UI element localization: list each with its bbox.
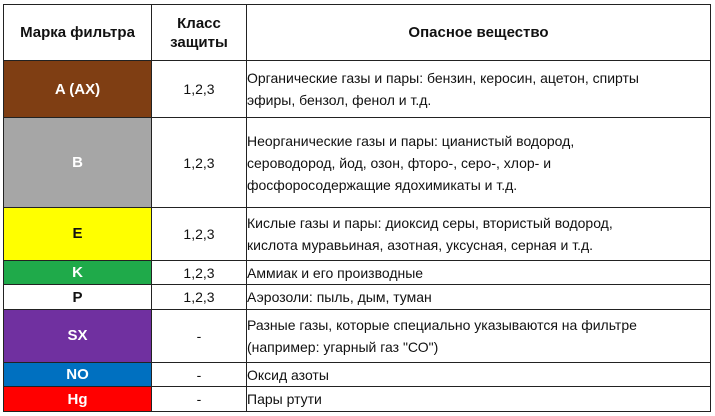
substance-text-line: (например: угарный газ "СО")	[247, 338, 439, 355]
hazardous-substance-cell	[247, 309, 711, 362]
protection-class-cell: 1,2,3	[152, 118, 247, 207]
substance-text-line: сероводород, йод, озон, фторо-, серо-, хлор- и	[247, 154, 552, 171]
substance-text-line: Неорганические газы и пары: цианистый водород,	[247, 132, 575, 149]
filter-marking-table	[3, 4, 711, 412]
header-protection-class-line1: Класс	[177, 14, 221, 32]
filter-mark-cell: P	[4, 285, 152, 309]
table-row	[4, 363, 711, 387]
hazardous-substance-cell	[247, 207, 711, 260]
hazardous-substance-cell	[247, 61, 711, 118]
table-row	[4, 207, 711, 260]
protection-class-cell: 1,2,3	[152, 61, 247, 118]
filter-mark-cell: NO	[4, 363, 152, 387]
hazardous-substance-cell	[247, 118, 711, 207]
protection-class-cell: -	[152, 387, 247, 412]
header-row	[4, 5, 711, 61]
header-protection-class-line2: защиты	[170, 33, 228, 51]
protection-class-cell: -	[152, 309, 247, 362]
protection-class-cell: 1,2,3	[152, 260, 247, 284]
substance-text-line: Кислые газы и пары: диоксид серы, втористый водород,	[247, 214, 613, 231]
filter-mark-cell: K	[4, 260, 152, 284]
protection-class-cell: -	[152, 363, 247, 387]
table-row	[4, 118, 711, 207]
table-row	[4, 285, 711, 309]
substance-text-line: Разные газы, которые специально указываются на фильтре	[247, 316, 637, 333]
filter-mark-cell: B	[4, 118, 152, 207]
substance-text-line: фосфоросодержащие ядохимикаты и т.д.	[247, 176, 518, 193]
filter-mark-cell: A (AX)	[4, 61, 152, 118]
substance-text-line: Оксид азоты	[247, 366, 329, 383]
substance-text-line: Аэрозоли: пыль, дым, туман	[247, 289, 432, 306]
hazardous-substance-cell	[247, 285, 711, 309]
filter-mark-cell: Hg	[4, 387, 152, 412]
header-hazardous-substance: Опасное вещество	[247, 5, 711, 61]
table-row	[4, 309, 711, 362]
protection-class-cell: 1,2,3	[152, 207, 247, 260]
substance-text-line: Пары ртути	[247, 391, 322, 408]
hazardous-substance-cell	[247, 260, 711, 284]
header-filter-mark: Марка фильтра	[4, 5, 152, 61]
table-row	[4, 61, 711, 118]
substance-text-line: Аммиак и его производные	[247, 264, 424, 281]
hazardous-substance-cell	[247, 363, 711, 387]
substance-text-line: кислота муравьиная, азотная, уксусная, серная и т.д.	[247, 236, 594, 253]
table-body	[4, 61, 711, 412]
hazardous-substance-cell	[247, 387, 711, 412]
table-row	[4, 387, 711, 412]
table-row	[4, 260, 711, 284]
header-protection-class	[152, 5, 247, 61]
filter-mark-cell: E	[4, 207, 152, 260]
substance-text-line: Органические газы и пары: бензин, керосин, ацетон, спирты	[247, 70, 639, 87]
protection-class-cell: 1,2,3	[152, 285, 247, 309]
filter-mark-cell: SX	[4, 309, 152, 362]
substance-text-line: эфиры, бензол, фенол и т.д.	[247, 92, 432, 109]
